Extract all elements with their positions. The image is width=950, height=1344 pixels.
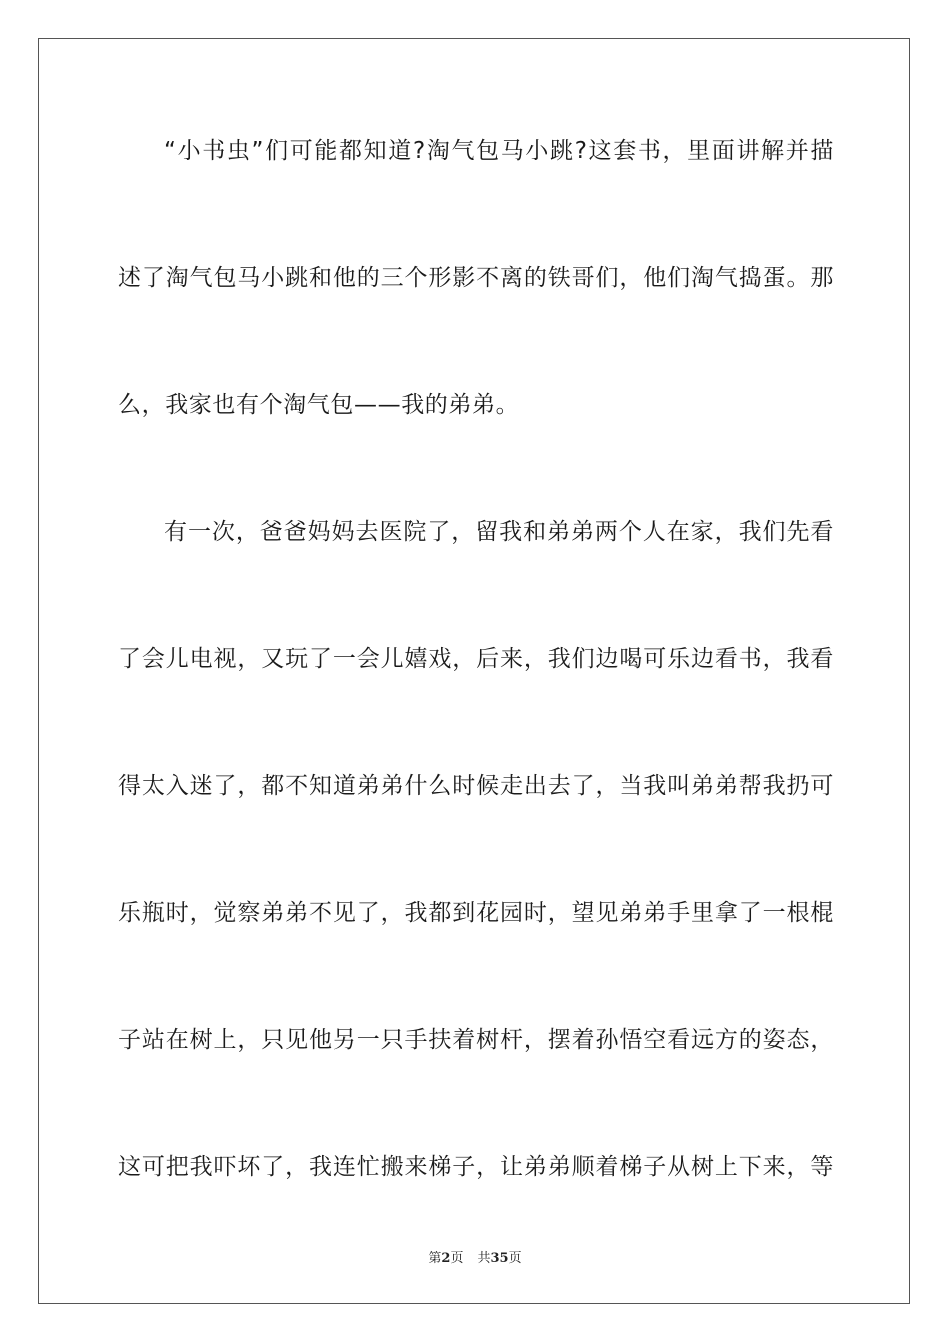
text-line-1: “小书虫”们可能都知道?淘气包马小跳?这套书，里面讲解并描 bbox=[164, 138, 834, 164]
text-line-7: 乐瓶时，觉察弟弟不见了，我都到花园时，望见弟弟手里拿了一根棍 bbox=[118, 900, 834, 926]
text-line-4: 有一次，爸爸妈妈去医院了，留我和弟弟两个人在家，我们先看 bbox=[164, 519, 834, 545]
footer-total-prefix: 共 bbox=[477, 1251, 491, 1266]
text-line-6: 得太入迷了，都不知道弟弟什么时候走出去了，当我叫弟弟帮我扔可 bbox=[118, 773, 834, 799]
footer-page-suffix: 页 bbox=[450, 1251, 464, 1266]
text-line-2: 述了淘气包马小跳和他的三个形影不离的铁哥们，他们淘气捣蛋。那 bbox=[118, 265, 834, 291]
footer-page-prefix: 第 bbox=[428, 1251, 442, 1266]
document-body bbox=[118, 118, 834, 1261]
page-footer bbox=[0, 1247, 950, 1266]
footer-total-pages: 35 bbox=[490, 1251, 509, 1266]
text-line-3: 么，我家也有个淘气包——我的弟弟。 bbox=[118, 392, 520, 418]
footer-page-number: 2 bbox=[441, 1251, 451, 1266]
footer-total-suffix: 页 bbox=[508, 1251, 522, 1266]
text-line-9: 这可把我吓坏了，我连忙搬来梯子，让弟弟顺着梯子从树上下来，等 bbox=[118, 1154, 834, 1180]
text-line-5: 了会儿电视，又玩了一会儿嬉戏，后来，我们边喝可乐边看书，我看 bbox=[118, 646, 834, 672]
text-line-8: 子站在树上，只见他另一只手扶着树杆，摆着孙悟空看远方的姿态， bbox=[118, 1027, 834, 1053]
